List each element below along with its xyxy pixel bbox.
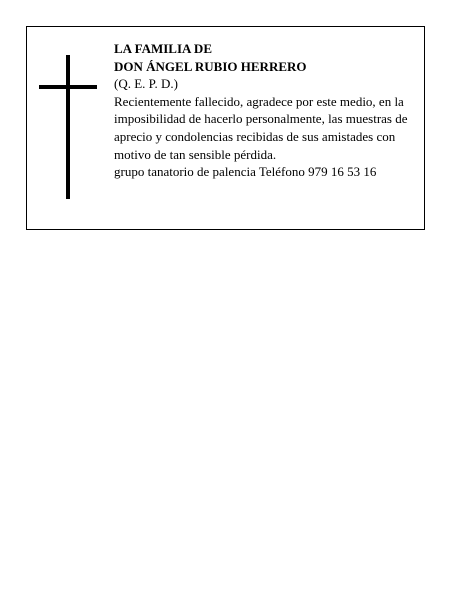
notice-qepd: (Q. E. P. D.) [114,76,178,92]
notice-text [114,40,422,181]
notice-funeral-home-contact: grupo tanatorio de palencia Teléfono 979 16 53 16 [114,164,377,180]
notice-heading-family: LA FAMILIA DE [114,41,212,56]
cross-vertical-bar [66,55,70,199]
notice-heading-deceased-name: DON ÁNGEL RUBIO HERRERO [114,58,307,74]
notice-message: Recientemente fallecido, agradece por este medio, en la imposibilidad de hacerlo personalmente, las muestras de aprecio y condolencias recibidas de sus amistades con motivo de tan sensible pérdida. [114,93,408,162]
cross-horizontal-bar [39,85,97,89]
obituary-notice [26,26,425,230]
cross-icon [39,55,97,199]
